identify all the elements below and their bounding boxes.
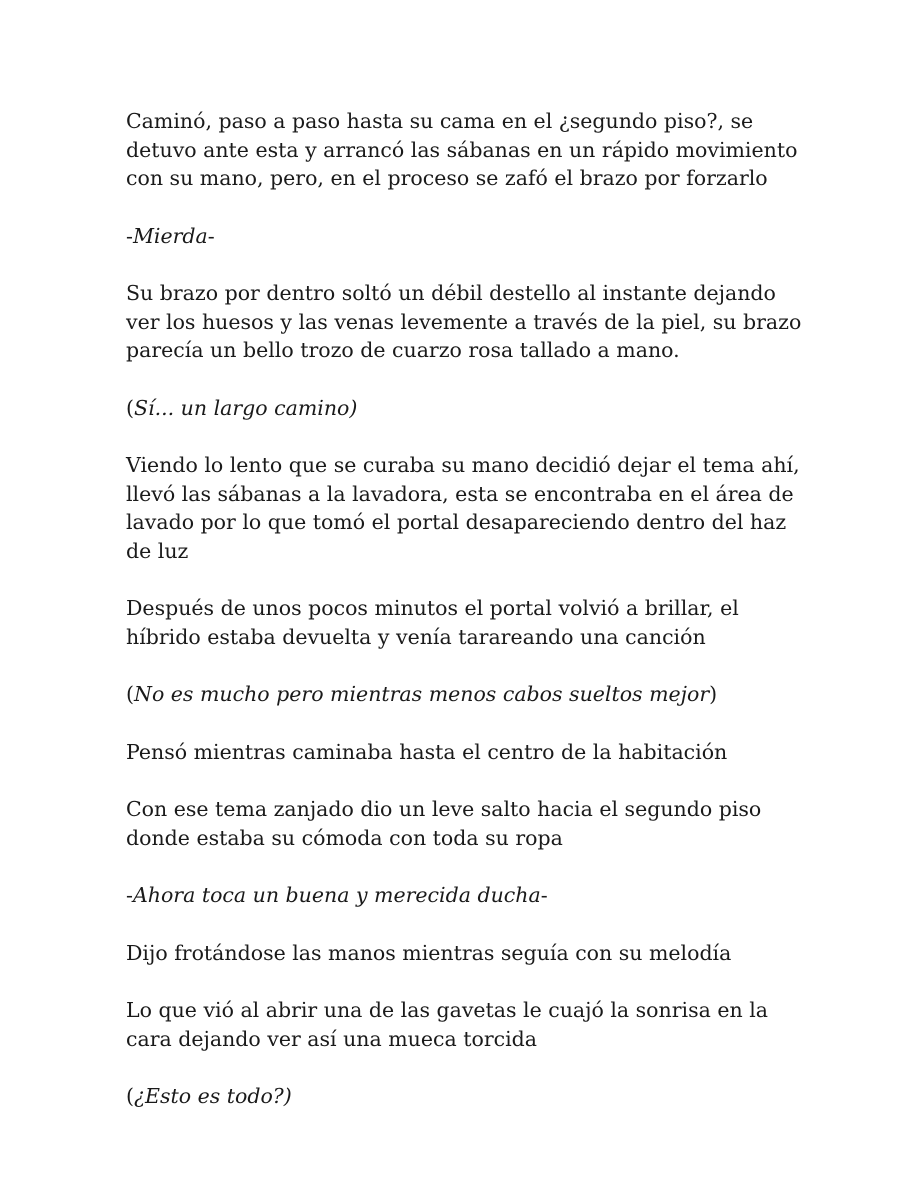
dialogue-text: Mierda [132, 223, 208, 248]
dialogue-suffix: - [207, 223, 215, 248]
thought-line [126, 1082, 786, 1111]
thought-prefix: ( [126, 682, 134, 706]
text-line: cara dejando ver así una mueca torcida [126, 1026, 538, 1051]
paragraph [126, 996, 786, 1053]
text-line: Después de unos pocos minutos el portal volvió a brillar, el [126, 596, 739, 620]
thought-text: No es mucho pero mientras menos cabos sueltos mejor [134, 682, 710, 706]
text-line: con su mano, pero, en el proceso se zafó el brazo por forzarlo [126, 166, 768, 190]
paragraph [126, 594, 786, 651]
paragraph [126, 939, 786, 968]
thought-text: Sí... un largo camino) [134, 395, 358, 420]
text-line: parecía un bello trozo de cuarzo rosa tallado a mano. [126, 338, 680, 362]
text-line: donde estaba su cómoda con toda su ropa [126, 825, 563, 850]
paragraph [126, 451, 800, 565]
text-line: Viendo lo lento que se curaba su mano decidió dejar el tema ahí, [126, 453, 800, 477]
text-line: Dijo frotándose las manos mientras seguía con su melodía [126, 940, 732, 965]
text-line: Caminó, paso a paso hasta su cama en el ¿segundo piso?, se [126, 109, 754, 133]
paragraph [126, 107, 798, 193]
dialogue-suffix: - [540, 883, 548, 907]
thought-prefix: ( [126, 1084, 134, 1108]
paragraph [126, 279, 802, 365]
text-line: lavado por lo que tomó el portal desapareciendo dentro del haz [126, 510, 787, 534]
text-line: llevó las sábanas a la lavadora, esta se encontraba en el área de [126, 481, 794, 506]
dialogue-prefix: - [126, 223, 133, 248]
text-line: detuvo ante esta y arrancó las sábanas en un rápido movimiento [126, 137, 798, 162]
dialogue-prefix: - [126, 883, 133, 907]
text-line: Con ese tema zanjado dio un leve salto hacia el segundo piso [126, 797, 762, 821]
dialogue-line [126, 222, 786, 251]
paragraph [126, 795, 786, 852]
text-line: ver los huesos y las venas levemente a través de la piel, su brazo [126, 309, 802, 334]
thought-line [126, 680, 786, 709]
text-line: de luz [126, 538, 189, 563]
text-line: Su brazo por dentro soltó un débil destello al instante dejando [126, 281, 776, 305]
document-body [126, 107, 802, 1140]
thought-text: ¿Esto es todo?) [134, 1084, 292, 1108]
text-line: Lo que vió al abrir una de las gavetas le cuajó la sonrisa en la [126, 998, 768, 1022]
thought-suffix: ) [709, 682, 718, 706]
thought-line [126, 394, 786, 423]
thought-prefix: ( [126, 395, 134, 420]
text-line: Pensó mientras caminaba hasta el centro de la habitación [126, 739, 728, 764]
dialogue-line [126, 881, 786, 910]
text-line: híbrido estaba devuelta y venía tarareando una canción [126, 624, 706, 649]
dialogue-text: Ahora toca un buena y merecida ducha [132, 883, 541, 907]
paragraph [126, 738, 786, 767]
